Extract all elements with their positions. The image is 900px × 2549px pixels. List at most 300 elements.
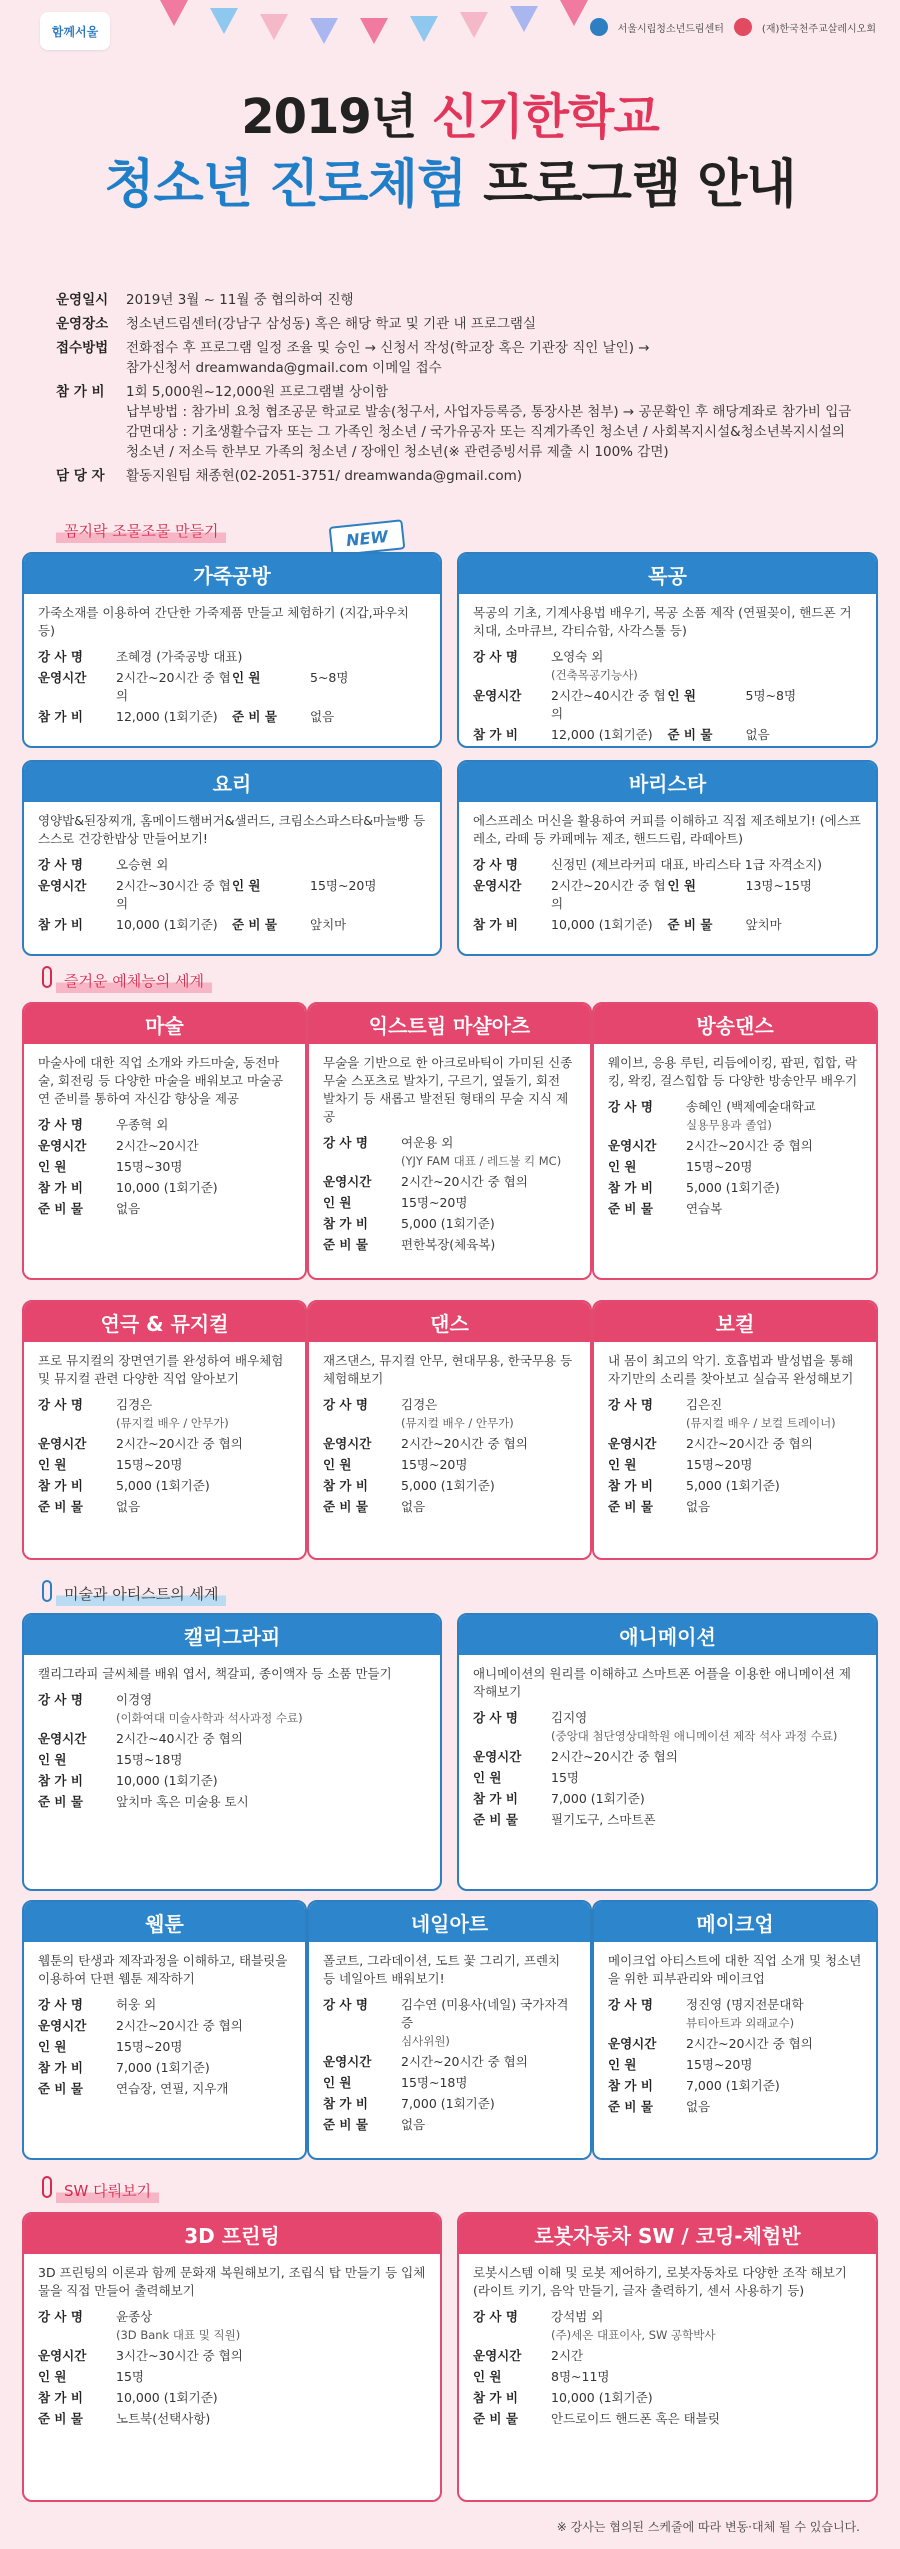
program-description: 가죽소재를 이용하여 간단한 가죽제품 만들고 체험하기 (지갑,파우치 등) [38, 605, 409, 638]
capacity-text: 15명~30명 [116, 1159, 183, 1174]
fee-label: 참 가 비 [473, 2390, 518, 2405]
program-body [24, 594, 440, 739]
fee-value [401, 1477, 576, 1495]
supplies-text: 없음 [401, 2117, 426, 2132]
supplies-text: 연습장, 연필, 지우개 [116, 2081, 229, 2096]
program-description: 메이크업 아티스트에 대한 직업 소개 및 청소년을 위한 피부관리와 메이크업 [608, 1953, 862, 1986]
supplies [38, 2410, 426, 2428]
supplies-value [401, 1236, 576, 1254]
info-value [126, 314, 856, 334]
section-title-crafts: 꼼지락 조물조물 만들기 [56, 520, 226, 543]
program-body [459, 1655, 876, 1842]
run-time [38, 1435, 291, 1453]
capacity-value [116, 2368, 426, 2386]
program-card [22, 1900, 307, 2160]
info-line: 참가신청서 dreamwanda@gmail.com 이메일 접수 [126, 360, 442, 376]
fee-label: 참 가 비 [473, 917, 518, 932]
instructor-value [116, 648, 426, 666]
salesian-name: (재)한국천주교살레시오회 [761, 23, 876, 35]
capacity-value: 15명~20명 [310, 878, 377, 893]
instructor-text: 강석범 외 [551, 2309, 604, 2324]
fee [608, 1477, 862, 1495]
info-value [126, 338, 856, 378]
program-body [309, 1044, 590, 1267]
capacity-label: 인 원 [323, 2075, 352, 2090]
capacity-value [686, 1456, 862, 1474]
instructor-value [686, 1098, 862, 1134]
program-card [457, 2212, 878, 2502]
supplies-label: 준 비 물 [608, 1499, 653, 1514]
pennant-icon [560, 0, 588, 26]
capacity-text: 15명 [551, 1770, 579, 1785]
capacity [38, 2038, 291, 2056]
capacity [38, 1456, 291, 1474]
program-card [22, 2212, 442, 2502]
supplies-text: 없음 [116, 1499, 141, 1514]
run-time [38, 669, 232, 705]
instructor [38, 1396, 291, 1432]
instructor-subtext: (이화여대 미술사학과 석사과정 수료) [116, 1711, 303, 1725]
info-line: 청소년드림센터(강남구 삼성동) 혹은 해당 학교 및 기관 내 프로그램실 [126, 316, 537, 332]
instructor [38, 1996, 291, 2014]
program-title: 익스트림 마샬아츠 [309, 1004, 590, 1044]
program-title: 방송댄스 [594, 1004, 876, 1044]
program-description: 목공의 기초, 기계사용법 배우기, 목공 소품 제작 (연필꽂이, 핸드폰 거치대, 소마큐브, 각티슈함, 사각스툴 등) [473, 605, 852, 638]
instructor-value [116, 856, 426, 874]
program-title: 가죽공방 [24, 554, 440, 594]
run-time-value: 2시간~20시간 중 협의 [116, 670, 231, 703]
supplies-value [116, 1498, 291, 1516]
supplies [38, 1200, 291, 1218]
capacity-text: 15명 [116, 2369, 144, 2384]
capacity-value [551, 1769, 862, 1787]
capacity-value [116, 1456, 291, 1474]
instructor-text: 송혜인 (백제예술대학교 [686, 1099, 816, 1114]
fee [473, 2389, 862, 2407]
supplies-label: 준 비 물 [323, 1237, 368, 1252]
program-title: 목공 [459, 554, 876, 594]
capacity [473, 2368, 862, 2386]
program-card [22, 552, 442, 748]
fee-text: 10,000 (1회기준) [116, 2390, 218, 2405]
capacity [608, 2056, 862, 2074]
instructor-text: 김수연 (미용사(네일) 국가자격증 [401, 1997, 569, 2030]
run-time-value [116, 1137, 291, 1155]
run-time-label: 운영시간 [608, 2036, 657, 2051]
supplies [668, 916, 863, 934]
title-year: 2019년 [241, 89, 432, 145]
program-body [594, 1342, 876, 1529]
supplies-value: 앞치마 [310, 917, 347, 932]
run-time [38, 877, 232, 913]
program-title: 웹툰 [24, 1902, 305, 1942]
supplies-value [116, 2410, 426, 2428]
run-time-text: 2시간~40시간 중 협의 [116, 1731, 243, 1746]
program-description: 영양밥&된장찌개, 홈메이드햄버거&샐러드, 크림소스파스타&마늘빵 등 스스로 건강한밥상 만들어보기! [38, 813, 426, 846]
info-label: 운영일시 [56, 292, 109, 308]
instructor-text: 윤종상 [116, 2309, 153, 2324]
capacity-value [401, 1456, 576, 1474]
capacity-value: 5명~8명 [745, 688, 797, 703]
program-description: 에스프레소 머신을 활용하여 커피를 이해하고 직접 제조해보기! (에스프레소, 라떼 등 카페메뉴 제조, 핸드드립, 라떼아트) [473, 813, 861, 846]
instructor-text: 이경영 [116, 1692, 153, 1707]
instructor-text: 김경은 [401, 1397, 438, 1412]
supplies-text: 앞치마 혹은 미술용 토시 [116, 1794, 249, 1809]
fee-row [38, 708, 426, 726]
supplies-value [116, 2080, 291, 2098]
instructor-value [686, 1996, 862, 2032]
info-value [126, 382, 856, 462]
fee-row [473, 726, 862, 744]
capacity-label: 인 원 [38, 1159, 67, 1174]
run-time-value: 2시간~30시간 중 협의 [116, 878, 231, 911]
instructor-value [551, 648, 862, 684]
program-body [24, 1942, 305, 2111]
run-time-row [473, 687, 862, 723]
program-title: 로봇자동차 SW / 코딩-체험반 [459, 2214, 876, 2254]
fee-label: 참 가 비 [38, 1180, 83, 1195]
run-time-value [116, 1435, 291, 1453]
capacity-label: 인 원 [608, 1159, 637, 1174]
supplies [608, 1498, 862, 1516]
supplies-value [686, 2098, 862, 2116]
instructor-label: 강 사 명 [323, 1135, 368, 1150]
run-time-row [38, 669, 426, 705]
instructor-subtext: 뷰티아트과 외래교수) [686, 2016, 795, 2030]
info-line: 청소년 / 저소득 한부모 가족의 청소년 / 장애인 청소년(※ 관련증빙서류 제출 시 100% 감면) [126, 444, 669, 460]
supplies-text: 없음 [686, 1499, 711, 1514]
run-time-label: 운영시간 [473, 878, 522, 893]
capacity-label: 인 원 [473, 2369, 502, 2384]
program-card [457, 1613, 878, 1891]
run-time [473, 1748, 862, 1766]
fee-label: 참 가 비 [473, 1791, 518, 1806]
fee-value [116, 2389, 426, 2407]
capacity-label: 인 원 [667, 878, 697, 893]
section-title-arts: 즐거운 예체능의 세계 [56, 970, 212, 993]
program-card [307, 1900, 592, 2160]
supplies-label: 준 비 물 [38, 2411, 83, 2426]
fee [473, 1790, 862, 1808]
info-value [126, 466, 856, 486]
instructor-label: 강 사 명 [38, 857, 83, 872]
capacity-value [116, 2038, 291, 2056]
supplies-label: 준 비 물 [38, 2081, 83, 2096]
info-label: 운영장소 [56, 316, 109, 332]
run-time-text: 3시간~30시간 중 협의 [116, 2348, 243, 2363]
fee-value [551, 1790, 862, 1808]
program-body [24, 1342, 305, 1529]
run-time [38, 2017, 291, 2035]
supplies-label: 준 비 물 [667, 727, 713, 742]
pennant-icon [310, 18, 338, 44]
fee-text: 5,000 (1회기준) [116, 1478, 210, 1493]
capacity [232, 877, 426, 913]
run-time-value [686, 1137, 862, 1155]
fee-value: 12,000 (1회기준) [551, 727, 653, 742]
run-time-value [401, 1435, 576, 1453]
info-value [126, 290, 856, 310]
program-title: 연극 & 뮤지컬 [24, 1302, 305, 1342]
fee-label: 참 가 비 [323, 2096, 368, 2111]
instructor-subtext: (뮤지컬 배우 / 안무가) [116, 1416, 229, 1430]
paperclip-icon [42, 966, 52, 988]
supplies-value [401, 1498, 576, 1516]
fee-text: 7,000 (1회기준) [116, 2060, 210, 2075]
capacity-value: 5~8명 [310, 670, 349, 685]
fee [38, 1772, 426, 1790]
run-time-value [116, 2017, 291, 2035]
fee-value [686, 2077, 862, 2095]
capacity [668, 877, 863, 913]
instructor [473, 1709, 862, 1745]
capacity-value [686, 1158, 862, 1176]
run-time [323, 1435, 576, 1453]
run-time-value [551, 1748, 862, 1766]
info-line: 감면대상 : 기초생활수급자 또는 그 가족인 청소년 / 국가유공자 또는 직계가족인 청소년 / 사회복지시설&청소년복지시설의 [126, 424, 845, 440]
paperclip-icon [42, 1580, 52, 1602]
capacity-value [551, 2368, 862, 2386]
fee-row [38, 916, 426, 934]
instructor [323, 1996, 576, 2050]
supplies-value: 없음 [310, 709, 335, 724]
supplies-value [116, 1793, 426, 1811]
fee-value [116, 1772, 426, 1790]
program-body [24, 2254, 440, 2441]
fee-label: 참 가 비 [323, 1478, 368, 1493]
capacity-text: 15명~20명 [686, 1457, 753, 1472]
capacity-text: 15명~20명 [401, 1457, 468, 1472]
program-body [594, 1044, 876, 1231]
run-time-label: 운영시간 [38, 2348, 87, 2363]
instructor-label: 강 사 명 [608, 1997, 653, 2012]
program-description: 로봇시스템 이해 및 로봇 제어하기, 로봇자동차로 다양한 조작 해보기 (라이트 키기, 음악 만들기, 글자 출력하기, 센서 사용하기 등) [473, 2265, 847, 2298]
instructor-text: 김경은 [116, 1397, 153, 1412]
instructor-label: 강 사 명 [38, 1397, 83, 1412]
instructor-value [551, 1709, 862, 1745]
run-time-label: 운영시간 [38, 1731, 87, 1746]
supplies-label: 준 비 물 [38, 1794, 83, 1809]
capacity-label: 인 원 [323, 1195, 352, 1210]
info-row [56, 290, 856, 310]
supplies-value: 앞치마 [745, 917, 782, 932]
run-time [38, 1730, 426, 1748]
instructor-value [116, 1116, 291, 1134]
program-body [459, 802, 876, 947]
supplies [232, 708, 426, 726]
title-school: 신기한학교 [431, 89, 659, 145]
instructor-label: 강 사 명 [38, 649, 83, 664]
info-line: 납부방법 : 참가비 요청 협조공문 학교로 발송(청구서, 사업자등록증, 통장사본 첨부) → 공문확인 후 해당계좌로 참가비 입금 [126, 404, 852, 420]
supplies-value [686, 1200, 862, 1218]
fee [38, 2389, 426, 2407]
fee-value [551, 2389, 862, 2407]
fee-text: 10,000 (1회기준) [551, 2390, 653, 2405]
supplies-text: 안드로이드 핸드폰 혹은 태블릿 [551, 2411, 720, 2426]
instructor-label: 강 사 명 [38, 1692, 83, 1707]
instructor [473, 2308, 862, 2344]
run-time-text: 2시간 [551, 2348, 584, 2363]
program-body [594, 1942, 876, 2129]
run-time-value [116, 1730, 426, 1748]
supplies [38, 1793, 426, 1811]
capacity-value [686, 2056, 862, 2074]
run-time-label: 운영시간 [608, 1436, 657, 1451]
supplies-text: 없음 [686, 2099, 711, 2114]
program-card [22, 1613, 442, 1891]
program-body [309, 1342, 590, 1529]
instructor-subtext: (3D Bank 대표 및 직원) [116, 2328, 241, 2342]
supplies-value: 없음 [745, 727, 770, 742]
info-label: 담 당 자 [56, 468, 105, 484]
run-time-label: 운영시간 [323, 1436, 372, 1451]
instructor [323, 1396, 576, 1432]
fee-value [401, 2095, 576, 2113]
fee [38, 916, 232, 934]
run-time-value: 2시간~20시간 중 협의 [551, 878, 666, 911]
supplies-text: 연습복 [686, 1201, 723, 1216]
info-line: 활동지원팀 채종현(02-2051-3751/ dreamwanda@gmail.com) [126, 468, 523, 484]
capacity [232, 669, 426, 705]
program-body [309, 1942, 590, 2147]
fee [323, 1215, 576, 1233]
run-time-text: 2시간~20시간 중 협의 [401, 1436, 528, 1451]
instructor-label: 강 사 명 [608, 1397, 653, 1412]
run-time-row [473, 877, 862, 913]
fee-label: 참 가 비 [38, 2060, 83, 2075]
supplies-text: 편한복장(체육복) [401, 1237, 496, 1252]
capacity-label: 인 원 [323, 1457, 352, 1472]
capacity [668, 687, 863, 723]
program-card [592, 1900, 878, 2160]
run-time [38, 2347, 426, 2365]
instructor-value [116, 1691, 426, 1727]
fee [608, 2077, 862, 2095]
instructor-value [401, 1396, 576, 1432]
capacity [473, 1769, 862, 1787]
supplies-text: 없음 [401, 1499, 426, 1514]
run-time-text: 2시간~20시간 중 협의 [116, 1436, 243, 1451]
instructor-text: 조혜경 (가죽공방 대표) [116, 649, 243, 664]
capacity-value [116, 1158, 291, 1176]
instructor-value [401, 1134, 576, 1170]
pennant-icon [460, 12, 488, 38]
info-row [56, 338, 856, 378]
fee-label: 참 가 비 [38, 709, 83, 724]
capacity-label: 인 원 [667, 688, 697, 703]
supplies-label: 준 비 물 [608, 1201, 653, 1216]
seoul-logo-text: 함께서울 [51, 24, 99, 39]
instructor-text: 여운용 외 [401, 1135, 454, 1150]
program-card [592, 1002, 878, 1280]
instructor-text: 정진영 (명지전문대학 [686, 1997, 804, 2012]
program-title: 마술 [24, 1004, 305, 1044]
fee-text: 10,000 (1회기준) [116, 1180, 218, 1195]
program-card [307, 1300, 592, 1560]
program-title: 메이크업 [594, 1902, 876, 1942]
supplies-value [116, 1200, 291, 1218]
run-time-text: 2시간~20시간 중 협의 [401, 1174, 528, 1189]
fee-label: 참 가 비 [608, 1180, 653, 1195]
pennant-icon [210, 8, 238, 34]
capacity-label: 인 원 [38, 1457, 67, 1472]
pennant-icon [510, 6, 538, 32]
capacity-label: 인 원 [473, 1770, 502, 1785]
run-time [473, 877, 668, 913]
supplies-value [686, 1498, 862, 1516]
run-time-text: 2시간~20시간 중 협의 [686, 2036, 813, 2051]
capacity [608, 1158, 862, 1176]
run-time-label: 운영시간 [323, 1174, 372, 1189]
run-time-text: 2시간~20시간 [116, 1138, 199, 1153]
instructor-label: 강 사 명 [473, 649, 518, 664]
supplies [668, 726, 863, 744]
fee-label: 참 가 비 [38, 1773, 83, 1788]
supplies-text: 없음 [116, 1201, 141, 1216]
run-time-value [551, 2347, 862, 2365]
fee [38, 2059, 291, 2077]
instructor-subtext: (뮤지컬 배우 / 보컬 트레이너) [686, 1416, 836, 1430]
program-title: 3D 프린팅 [24, 2214, 440, 2254]
salesian-logo-icon [734, 18, 752, 36]
instructor-subtext: 실용무용과 졸업) [686, 1118, 772, 1132]
supplies [473, 2410, 862, 2428]
run-time-label: 운영시간 [38, 1138, 87, 1153]
instructor-subtext: (주)세온 대표이사, SW 공학박사 [551, 2328, 716, 2342]
info-label: 참 가 비 [56, 384, 105, 400]
dream-center-name: 서울시립청소년드림센터 [617, 23, 724, 35]
fee-row [473, 916, 862, 934]
section-title-artist: 미술과 아티스트의 세계 [56, 1583, 226, 1606]
supplies [473, 1811, 862, 1829]
title-career: 청소년 진로체험 [104, 155, 467, 215]
fee [473, 916, 668, 934]
capacity-value [401, 1194, 576, 1212]
fee-value [116, 1477, 291, 1495]
info-row [56, 382, 856, 462]
fee-text: 5,000 (1회기준) [401, 1478, 495, 1493]
program-title: 애니메이션 [459, 1615, 876, 1655]
fee-text: 5,000 (1회기준) [686, 1478, 780, 1493]
paperclip-icon [42, 2176, 52, 2198]
program-card [457, 760, 878, 956]
fee [38, 708, 232, 726]
instructor [473, 856, 862, 874]
run-time-text: 2시간~20시간 중 협의 [686, 1436, 813, 1451]
supplies-text: 필기도구, 스마트폰 [551, 1812, 656, 1827]
capacity-text: 15명~20명 [116, 2039, 183, 2054]
fee-label: 참 가 비 [38, 1478, 83, 1493]
top-bar [0, 0, 900, 70]
fee-label: 참 가 비 [323, 1216, 368, 1231]
instructor-text: 신정민 (제브라커피 대표, 바리스타 1급 자격소지) [551, 857, 822, 872]
info-line: 전화접수 후 프로그램 일정 조율 및 승인 → 신청서 작성(학교장 혹은 기관장 직인 날인) → [126, 340, 650, 356]
program-description: 웹툰의 탄생과 제작과정을 이해하고, 태블릿을 이용하여 단편 웹툰 제작하기 [38, 1953, 288, 1986]
fee [608, 1179, 862, 1197]
fee [323, 1477, 576, 1495]
capacity-label: 인 원 [38, 2039, 67, 2054]
capacity [608, 1456, 862, 1474]
supplies-text: 노트북(선택사항) [116, 2411, 211, 2426]
instructor-label: 강 사 명 [38, 1117, 83, 1132]
run-time [608, 1137, 862, 1155]
dream-center-logo-icon [590, 18, 608, 36]
instructor [608, 1098, 862, 1134]
instructor-label: 강 사 명 [473, 1710, 518, 1725]
title-guide: 프로그램 안내 [466, 155, 796, 215]
instructor-label: 강 사 명 [38, 1997, 83, 2012]
program-body [459, 2254, 876, 2441]
